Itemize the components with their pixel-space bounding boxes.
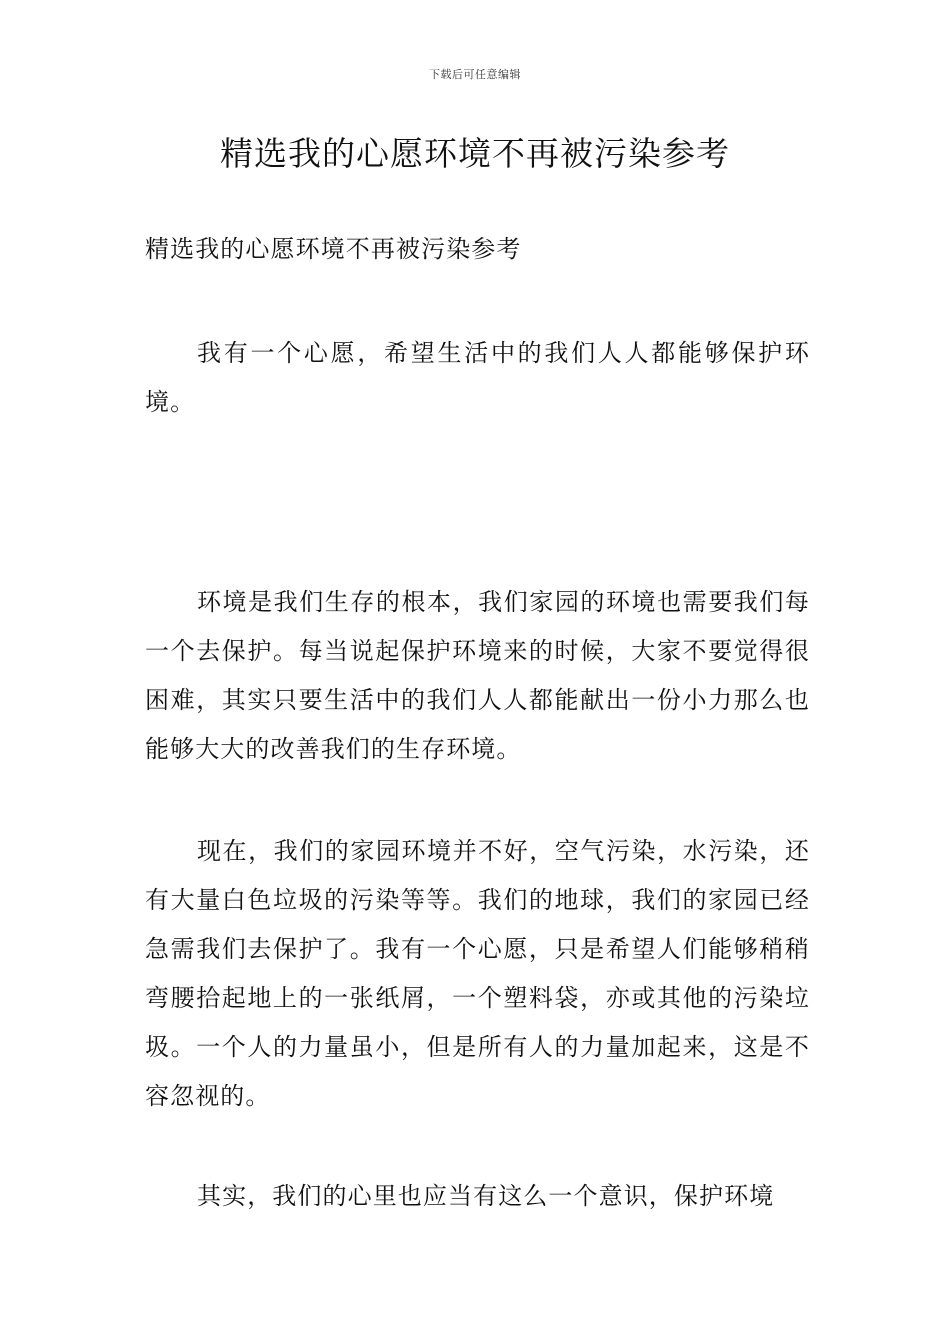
paragraph-4: 其实，我们的心里也应当有这么一个意识，保护环境 [197,1182,775,1210]
paragraph-3: 现在，我们的家园环境并不好，空气污染，水污染，还有大量白色垃圾的污染等等。我们的地球，我们的家园已经急需我们去保护了。我有一个心愿，只是希望人们能够稍稍弯腰拾起地上的一张纸屑，一个塑料袋，亦或其他的污染垃圾。一个人的力量虽小，但是所有人的力量加起来，这是不容忽视的。 [145,837,810,1110]
paragraph-2: 环境是我们生存的根本，我们家园的环境也需要我们每一个去保护。每当说起保护环境来的时候，大家不要觉得很困难，其实只要生活中的我们人人都能献出一份小力那么也能够大大的改善我们的生存环境。 [145,588,810,763]
document-title: 精选我的心愿环境不再被污染参考 [220,134,730,173]
paragraph-1: 我有一个心愿，希望生活中的我们人人都能够保护环境。 [145,339,810,416]
header-note: 下载后可任意编辑 [429,68,521,81]
document-subtitle: 精选我的心愿环境不再被污染参考 [145,235,522,263]
